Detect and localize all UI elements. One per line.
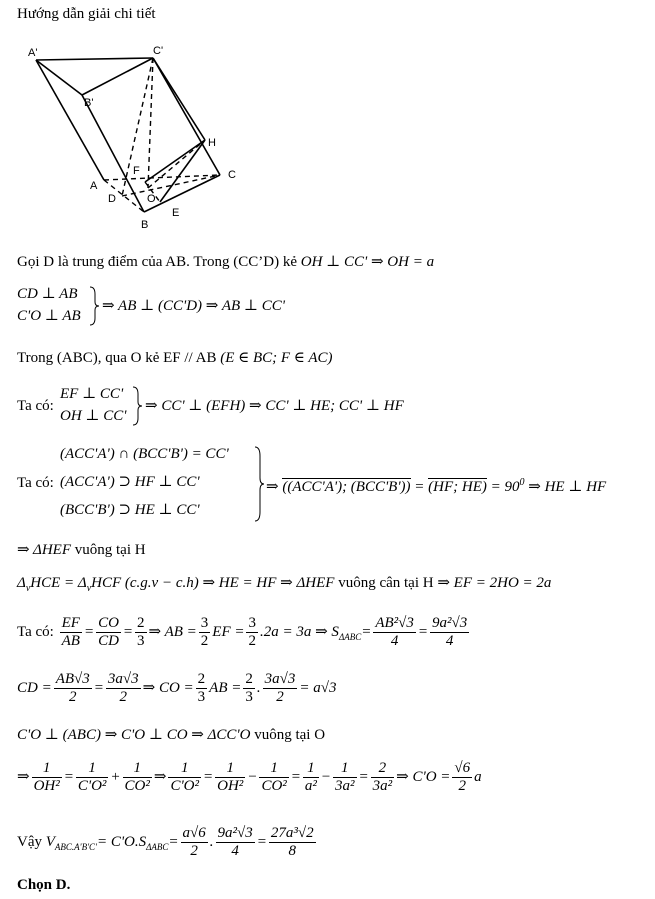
eq-ab-cc: ⇒ AB ⊥ (CC'D) ⇒ AB ⊥ CC' (102, 298, 285, 314)
num: a√6 (182, 825, 206, 842)
frac-ab-sqrt3 (54, 671, 92, 706)
line-midpoint (17, 252, 434, 272)
degree: 0 (519, 477, 525, 488)
frac-3a-sqrt3 (106, 671, 141, 706)
line-cd: CD = $\frac{AB√3}{2}$ = $\frac{3a√3}{2}$ ⇒ CO = $\frac{2}{3}$ AB = $\frac{2}{3}$ . $\frac{3a√3}{2}$ = a√3 (17, 671, 337, 706)
label-O: O (147, 193, 156, 205)
num: 1 (303, 760, 319, 778)
den: OH² (33, 778, 60, 795)
arrow-2: ⇒ (17, 769, 30, 785)
arrow-1: ⇒ (266, 479, 283, 495)
frac-1-oh2b (215, 760, 245, 795)
frac-2-3a2 (371, 760, 395, 795)
num: 1 (168, 760, 201, 778)
text-ef: Trong (ABC), qua O kẻ EF // AB (17, 350, 221, 366)
cd-eq: CD = (17, 680, 52, 696)
num: 1 (259, 760, 288, 778)
label-C1: C' (153, 45, 164, 57)
sub-abc2: ΔABC (146, 842, 169, 852)
he-perp-hf: ⇒ HE ⊥ HF (524, 479, 607, 495)
answer-choice: Chọn D. (17, 877, 71, 893)
frac-ef-ab (60, 615, 82, 650)
label-A: A (90, 180, 98, 192)
brace-right-2 (131, 386, 143, 426)
s-abc: .2a = 3a ⇒ S (259, 624, 339, 640)
prefix-taco-2: Ta có: (17, 475, 54, 491)
sub-v1: v (25, 583, 31, 594)
den: 8 (288, 843, 296, 860)
delta-1: Δ (17, 575, 26, 591)
den: 4 (390, 633, 399, 650)
den: 3 (245, 689, 253, 706)
solution-heading: Hướng dẫn giải chi tiết (17, 6, 156, 22)
label-A1: A' (28, 47, 38, 59)
num: 3a√3 (264, 671, 296, 688)
den: 2 (190, 843, 198, 860)
equals-v: = (168, 834, 179, 850)
label-E: E (172, 207, 180, 219)
var-a: a (474, 769, 482, 785)
den: C'O² (170, 778, 200, 795)
prefix-taco-3: Ta có: (17, 624, 54, 640)
eq-ef-cc: EF ⊥ CC' (60, 386, 124, 402)
den: 2 (458, 778, 467, 795)
angle-hf-he: (HF; HE) (428, 479, 487, 495)
den: 2 (248, 633, 256, 650)
co-eq: ⇒ CO = (142, 680, 194, 696)
label-D: D (108, 193, 116, 205)
math-ef: (E ∈ BC; F ∈ AC) (220, 350, 333, 366)
frac-2-3c (243, 671, 255, 706)
frac-sqrt6-2 (452, 760, 472, 795)
frac-2-3 (135, 615, 147, 650)
hcf: HCF (c.g.v − c.h) ⇒ HE = HF ⇒ ΔHEF (91, 575, 335, 591)
line-triangles (17, 573, 551, 599)
den: 2 (69, 689, 77, 706)
line-co-perp (17, 725, 325, 745)
num: 1 (32, 760, 62, 778)
text-midpoint: Gọi D là trung điểm của AB. Trong (CC’D) kẻ (17, 254, 301, 270)
num: 1 (123, 760, 152, 778)
ab-eq: ⇒ AB = (148, 624, 197, 640)
frac-9a2-sqrt3 (216, 825, 255, 860)
frac-9a2 (430, 615, 469, 650)
eq-co-ab: C'O ⊥ AB (17, 308, 81, 324)
den: 3 (137, 633, 145, 650)
den: 3a² (335, 778, 355, 795)
num: 3 (200, 615, 209, 632)
frac-2-3b (196, 671, 208, 706)
text-vuong-can: vuông cân tại H (334, 575, 438, 591)
eq-he: (BCC'B') ⊃ HE ⊥ CC' (60, 502, 200, 518)
system-planes (60, 444, 229, 520)
equals-1: = (410, 479, 429, 495)
angle-planes: ((ACC'A'); (BCC'B')) (282, 479, 411, 495)
frac-a-sqrt6 (181, 825, 208, 860)
equals-90: = 90 (486, 479, 520, 495)
frac-1-co2a (76, 760, 109, 795)
brace-right (88, 286, 100, 326)
den: C'O² (77, 778, 107, 795)
den: 2 (276, 689, 284, 706)
math-co: C'O ⊥ (ABC) ⇒ C'O ⊥ CO ⇒ ΔCC'O (17, 727, 251, 743)
system-cd-co (17, 284, 81, 326)
prefix-taco-1: Ta có: (17, 398, 54, 414)
sub-v2: v (86, 583, 92, 594)
frac-3-2b (246, 615, 258, 650)
a-sqrt3: = a√3 (299, 680, 337, 696)
v-sym: V (45, 834, 55, 850)
num: AB²√3 (375, 615, 414, 632)
math-oh: OH ⊥ CC' ⇒ OH = a (300, 254, 435, 270)
label-H: H (208, 137, 216, 149)
text-vuong-h: vuông tại H (71, 542, 146, 558)
den: CD (98, 633, 119, 650)
text-vuong-o: vuông tại O (250, 727, 326, 743)
eq-intersection: (ACC'A') ∩ (BCC'B') = CC' (60, 446, 229, 462)
den: 4 (445, 633, 454, 650)
den: 2 (119, 689, 128, 706)
num: EF (61, 615, 80, 632)
den: 3a² (372, 778, 393, 795)
num: 2 (371, 760, 395, 778)
math-hef: ⇒ ΔHEF (17, 542, 72, 558)
text-vay: Vậy (17, 834, 46, 850)
frac-1-a2 (303, 760, 319, 795)
num: 2 (197, 671, 206, 688)
frac-1-co2c (168, 760, 201, 795)
label-B1: B' (84, 97, 94, 109)
frac-1-oh2 (32, 760, 62, 795)
eq-cd-ab: CD ⊥ AB (17, 286, 78, 302)
prism-figure (22, 40, 262, 230)
brace-right-3 (253, 446, 265, 522)
sub-abc: ΔABC (338, 632, 362, 642)
eq-oh-cc: OH ⊥ CC' (60, 408, 127, 424)
den: CO² (124, 778, 150, 795)
sub-prism: ABC.A'B'C' (54, 842, 97, 852)
line-hef-right (17, 540, 146, 560)
label-F: F (133, 165, 140, 177)
line-volume: Vậy $V_{ABC.A'B'C'}= C'O.S_{\Delta ABC}=$ $\frac{a√6}{2}$ . $\frac{\text{9a²√3}}{4}$ = $\frac{\text{27a³√2}}{8}$ (17, 825, 314, 860)
num: 3 (248, 615, 256, 632)
num: 1 (333, 760, 357, 778)
frac-1-co2b (123, 760, 152, 795)
num: 2 (245, 671, 253, 688)
den: CO² (261, 778, 287, 795)
eq-cc-efh: ⇒ CC' ⊥ (EFH) ⇒ CC' ⊥ HE; CC' ⊥ HF (145, 398, 404, 414)
frac-ab2 (373, 615, 416, 650)
num: 27a³√2 (270, 825, 314, 842)
frac-27a3-sqrt2 (269, 825, 316, 860)
num: 1 (76, 760, 109, 778)
den: 3 (197, 689, 206, 706)
label-B: B (141, 219, 149, 231)
num: 9a²√3 (432, 615, 468, 632)
ef-2a: ⇒ EF = 2HO = 2a (437, 575, 552, 591)
co-result: ⇒ C'O = (396, 769, 451, 785)
eq-hf: (ACC'A') ⊃ HF ⊥ CC' (60, 474, 200, 490)
den: OH² (217, 778, 244, 795)
num: √6 (454, 760, 471, 777)
den: 4 (231, 843, 239, 860)
line-area: Ta có: $\frac{EF}{AB}$ = $\frac{CO}{CD}$ = $\frac{2}{3}$ ⇒ AB = $\frac{3}{2}$ EF = $\frac{3}{2}$ .2a = 3a ⇒ $S_{\Delta ABC}=$ $\frac{\text{AB²√3}}{4}$ = $\frac{\text{9a²√3}}{4}$ (17, 615, 468, 650)
num: AB√3 (55, 671, 90, 688)
den: AB (61, 633, 80, 650)
den: 2 (200, 633, 209, 650)
num: 3a√3 (107, 671, 139, 688)
frac-1-co2d (259, 760, 288, 795)
num: 2 (137, 615, 145, 632)
line-oh-formula: ⇒ $\frac{1}{\text{OH²}}$ = $\frac{1}{\text{C'O²}}$ + $\frac{1}{\text{CO²}}$ ⇒ $\frac{1}{\text{C'O²}}$ = $\frac{1}{\text{OH²}}$ − $\frac{1}{\text{CO²}}$ = $\frac{1}{\text{a²}}$ − $\frac{1}{\text{3a²}}$ = $\frac{2}{\text{3a²}}$ ⇒ C'O = $\frac{√6}{2}$ a (17, 760, 482, 795)
line-ef-parallel (17, 348, 333, 368)
frac-3a-sqrt3b (263, 671, 298, 706)
frac-3-2a (199, 615, 211, 650)
den: a² (304, 778, 317, 795)
num: 1 (215, 760, 245, 778)
num: CO (98, 615, 119, 632)
ef-eq: EF = (212, 624, 245, 640)
num: 9a²√3 (217, 825, 253, 842)
frac-1-3a2 (333, 760, 357, 795)
frac-co-cd (96, 615, 121, 650)
co-s: = C'O.S (96, 834, 147, 850)
ab-eq2: AB = (209, 680, 242, 696)
system-ef-oh (60, 384, 127, 426)
hce: HCE = Δ (30, 575, 87, 591)
eq-angle-90 (266, 473, 606, 497)
label-C: C (228, 169, 236, 181)
